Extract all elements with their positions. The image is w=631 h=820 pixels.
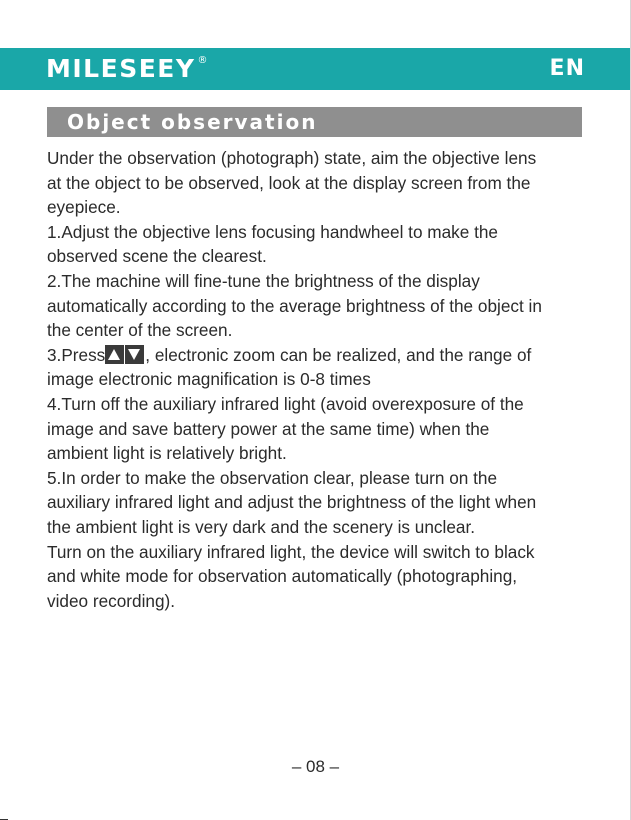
- text-line: 2.The machine will fine-tune the brightness of the display: [47, 270, 480, 291]
- text-line: image electronic magnification is 0-8 times: [47, 369, 371, 390]
- text-line: video recording).: [47, 590, 176, 611]
- text-line: eyepiece.: [47, 197, 121, 218]
- text-line: Under the observation (photograph) state, aim the objective lens: [47, 148, 537, 168]
- text-line: observed scene the clearest.: [47, 246, 267, 267]
- text-line: 4.Turn off the auxiliary infrared light (avoid overexposure of the: [47, 393, 524, 414]
- brand-name: MILESEEY: [46, 54, 196, 83]
- text-line: ambient light is relatively bright.: [47, 443, 287, 464]
- text-line: image and save battery power at the same time) when the: [47, 418, 490, 439]
- text-line: 5.In order to make the observation clear, please turn on the: [47, 467, 498, 488]
- text-line: and white mode for observation automatically (photographing,: [47, 566, 518, 587]
- section-title: Object observation: [67, 110, 318, 134]
- language-label: EN: [549, 56, 585, 81]
- instructions-body: [47, 146, 587, 613]
- press-line: [47, 343, 587, 368]
- registered-mark: ®: [197, 55, 208, 66]
- text-line: Turn on the auxiliary infrared light, the device will switch to black: [47, 541, 535, 562]
- press-suffix: , electronic zoom can be realized, and the range of: [145, 344, 532, 365]
- text-line: automatically according to the average brightness of the object in: [47, 295, 542, 316]
- header-bar: [0, 48, 631, 90]
- text-line: the center of the screen.: [47, 320, 233, 341]
- triangle-up-icon: [105, 345, 124, 364]
- press-prefix: 3.Press: [47, 344, 106, 365]
- text-line: auxiliary infrared light and adjust the brightness of the light when: [47, 492, 537, 513]
- page-number: – 08 –: [291, 757, 340, 776]
- text-line: at the object to be observed, look at the display screen from the: [47, 172, 531, 193]
- section-header: [47, 107, 582, 137]
- text-line: the ambient light is very dark and the scenery is unclear.: [47, 516, 475, 537]
- triangle-down-icon: [125, 345, 144, 364]
- brand-logo: [46, 53, 207, 91]
- text-line: 1.Adjust the objective lens focusing handwheel to make the: [47, 221, 498, 242]
